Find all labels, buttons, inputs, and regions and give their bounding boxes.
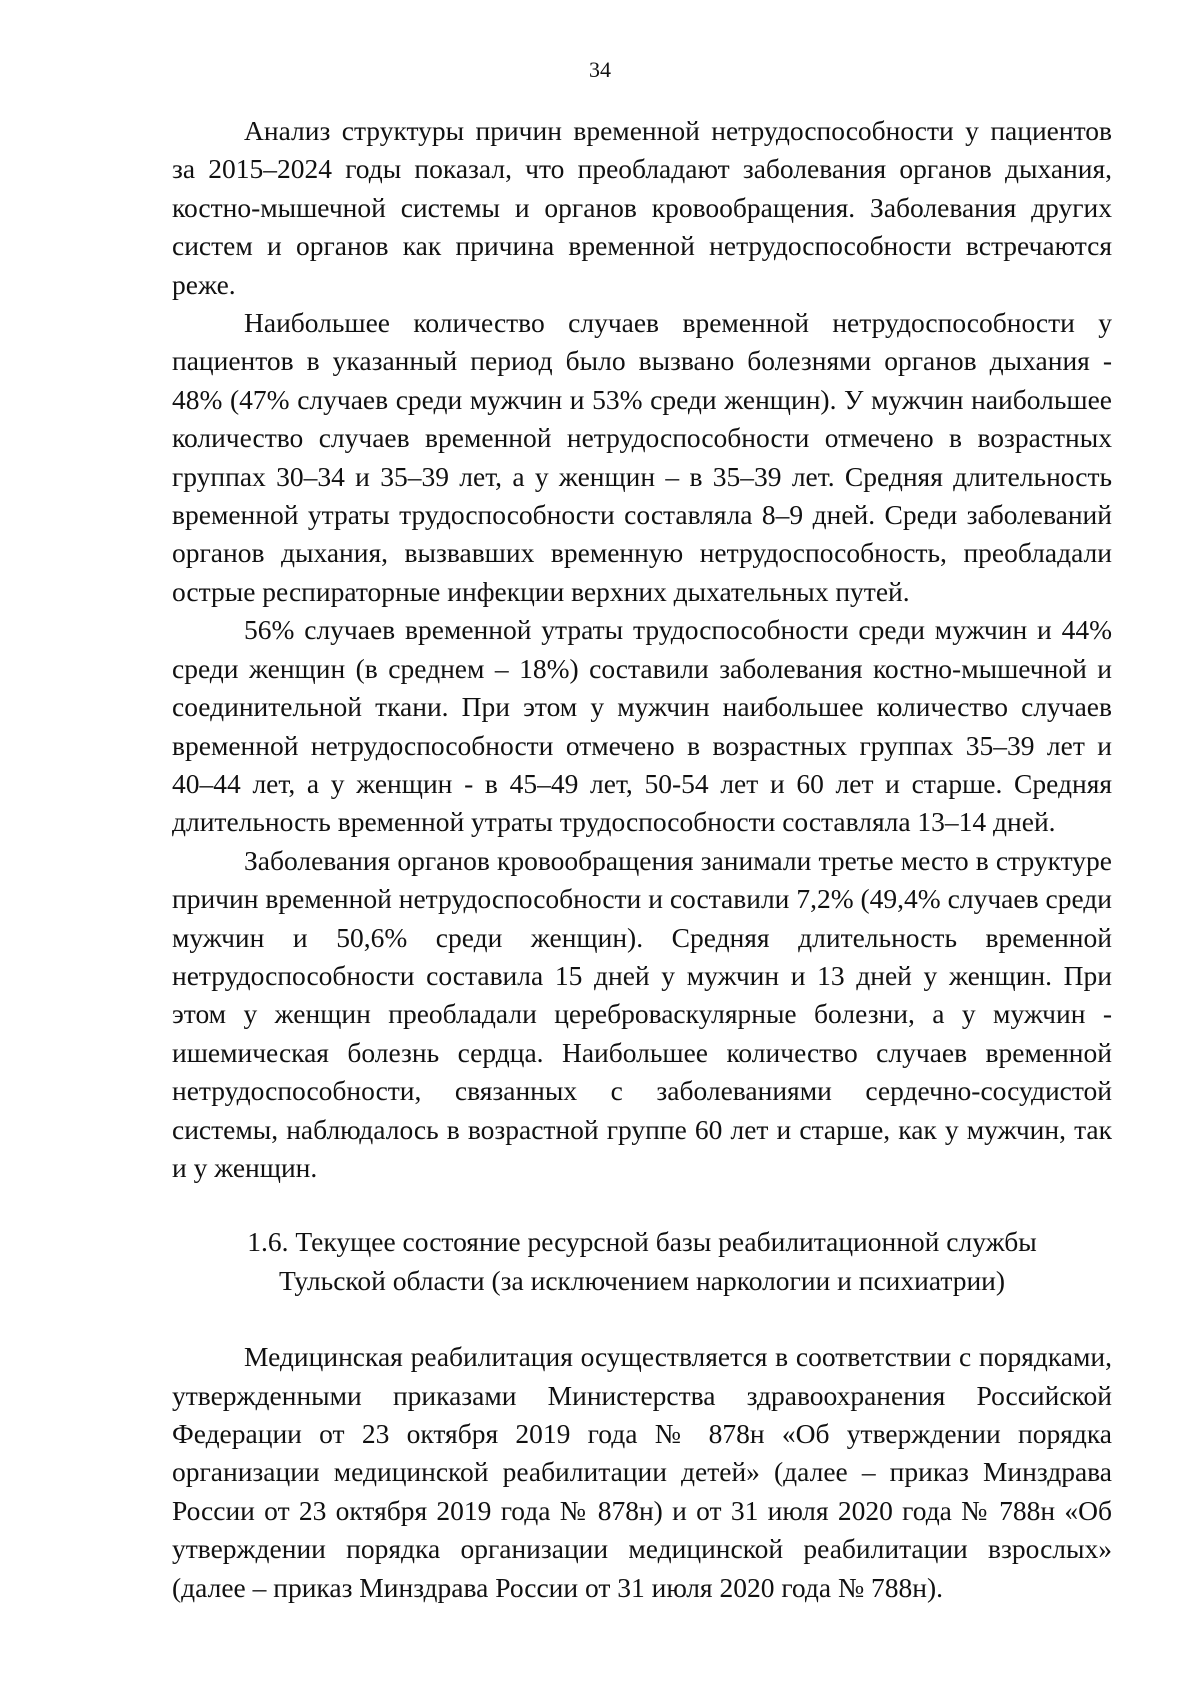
section-heading-line-1: 1.6. Текущее состояние ресурсной базы реабилитационной службы	[247, 1226, 1037, 1258]
document-body	[172, 112, 1112, 1607]
paragraph-respiratory-diseases: Наибольшее количество случаев временной нетрудоспособности у пациентов в указанный период было вызвано болезнями органов дыхания - 48% (47% случаев среди мужчин и 53% среди женщин). У мужчин наибольшее количество случаев временной нетрудоспособности отмечено в возрастных группах 30–34 и 35–39 лет, а у женщин – в 35–39 лет. Средняя длительность временной утраты трудоспособности составляла 8–9 дней. Среди заболеваний органов дыхания, вызвавших временную нетрудоспособность, преобладали острые респираторные инфекции верхних дыхательных путей.	[172, 307, 1112, 607]
paragraph-medical-rehabilitation: Медицинская реабилитация осуществляется в соответствии с порядками, утвержденными приказами Министерства здравоохранения Российской Федерации от 23 октября 2019 года № 878н «Об утверждении порядка организации медицинской реабилитации детей» (далее – приказ Минздрава России от 23 октября 2019 года № 878н) и от 31 июля 2020 года № 788н «Об утверждении порядка организации медицинской реабилитации взрослых» (далее – приказ Минздрава России от 31 июля 2020 года № 788н).	[172, 1341, 1112, 1603]
paragraph-circulatory-diseases: Заболевания органов кровообращения занимали третье место в структуре причин временной нетрудоспособности и составили 7,2% (49,4% случаев среди мужчин и 50,6% среди женщин). Средняя длительность временной нетрудоспособности составила 15 дней у мужчин и 13 дней у женщин. При этом у женщин преобладали цереброваскулярные болезни, а у мужчин - ишемическая болезнь сердца. Наибольшее количество случаев временной нетрудоспособности, связанных с заболеваниями сердечно-сосудистой системы, наблюдалось в возрастной группе 60 лет и старше, как у мужчин, так и у женщин.	[172, 844, 1112, 1183]
page-number: 34	[589, 57, 611, 82]
paragraph-analysis-summary: Анализ структуры причин временной нетрудоспособности у пациентов за 2015–2024 годы показал, что преобладают заболевания органов дыхания, костно-мышечной системы и органов кровообращения. Заболевания других систем и органов как причина временной нетрудоспособности встречаются реже.	[172, 115, 1112, 300]
section-heading	[172, 1223, 1112, 1300]
paragraph-musculoskeletal-diseases: 56% случаев временной утраты трудоспособности среди мужчин и 44% среди женщин (в среднем – 18%) составили заболевания костно-мышечной и соединительной ткани. При этом у мужчин наибольшее количество случаев временной нетрудоспособности отмечено в возрастных группах 35–39 лет и 40–44 лет, а у женщин - в 45–49 лет, 50-54 лет и 60 лет и старше. Средняя длительность временной утраты трудоспособности составляла 13–14 дней.	[172, 614, 1112, 838]
section-heading-line-2: Тульской области (за исключением наркологии и психиатрии)	[278, 1264, 1006, 1296]
